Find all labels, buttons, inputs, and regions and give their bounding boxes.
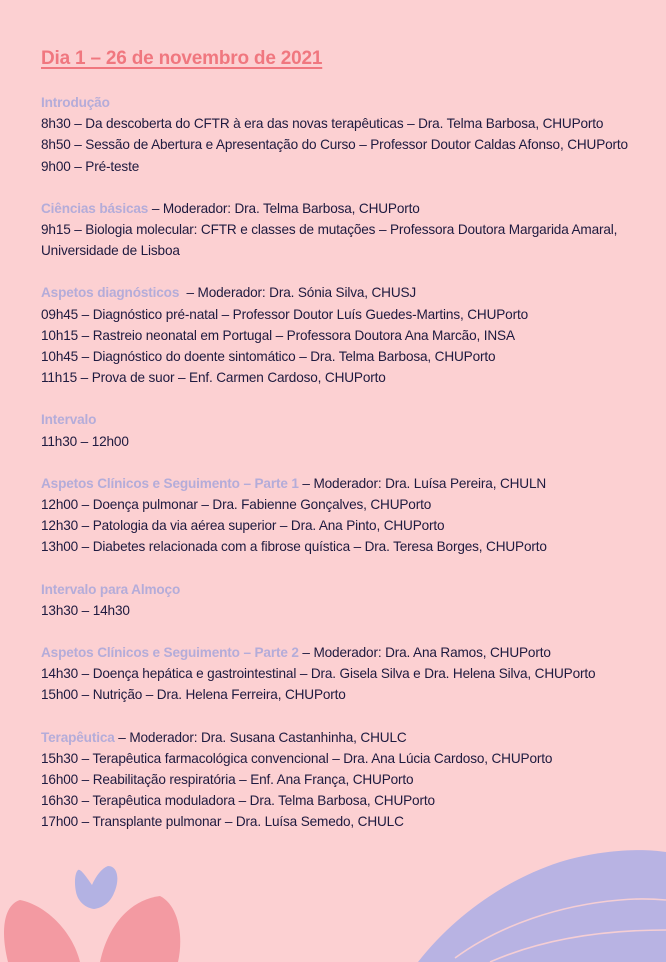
schedule-item: 16h00 – Reabilitação respiratória – Enf. Ana França, CHUPorto: [41, 772, 414, 788]
section-heading: Aspetos Clínicos e Seguimento – Parte 1: [41, 475, 299, 491]
schedule-item: 12h30 – Patologia da via aérea superior – Dra. Ana Pinto, CHUPorto: [41, 518, 445, 534]
schedule-item: 12h00 – Doença pulmonar – Dra. Fabienne Gonçalves, CHUPorto: [41, 497, 432, 513]
schedule-item: 15h30 – Terapêutica farmacológica convencional – Dra. Ana Lúcia Cardoso, CHUPorto: [41, 750, 553, 766]
section-heading: Aspetos Clínicos e Seguimento – Parte 2: [41, 645, 299, 661]
moderator-text: – Moderador: Dra. Luísa Pereira, CHULN: [298, 475, 547, 491]
schedule-item: 10h45 – Diagnóstico do doente sintomático – Dra. Telma Barbosa, CHUPorto: [41, 349, 496, 365]
moderator-text: – Moderador: Dra. Ana Ramos, CHUPorto: [298, 645, 551, 661]
moderator-text: – Moderador: Dra. Sónia Silva, CHUSJ: [179, 285, 417, 301]
pink-leaf-right: [100, 896, 180, 962]
lavender-wave-shape: [418, 850, 666, 962]
schedule-item: 13h30 – 14h30: [41, 602, 130, 618]
schedule-item: 10h15 – Rastreio neonatal em Portugal – Professora Doutora Ana Marcão, INSA: [41, 327, 515, 343]
section-heading: Ciências básicas: [41, 200, 149, 216]
schedule-item: 17h00 – Transplante pulmonar – Dra. Luísa Semedo, CHULC: [41, 814, 404, 830]
pink-leaf-left: [4, 900, 80, 962]
schedule-item: 9h15 – Biologia molecular: CFTR e classes de mutações – Professora Doutora Margarida Amaral, Universidade de Lisboa: [41, 222, 618, 259]
schedule-item: 8h30 – Da descoberta do CFTR à era das novas terapêuticas – Dra. Telma Barbosa, CHUPorto: [41, 116, 604, 132]
section-heading: Aspetos diagnósticos: [41, 285, 180, 301]
moderator-text: – Moderador: Dra. Susana Castanhinha, CHULC: [114, 729, 407, 745]
section-heading: Terapêutica: [41, 729, 115, 745]
moderator-text: – Moderador: Dra. Telma Barbosa, CHUPorto: [148, 200, 420, 216]
schedule-item: 14h30 – Doença hepática e gastrointestinal – Dra. Gisela Silva e Dra. Helena Silva, CHUPorto: [41, 666, 596, 682]
schedule-item: 09h45 – Diagnóstico pré-natal – Professor Doutor Luís Guedes-Martins, CHUPorto: [41, 306, 528, 322]
schedule-item: 15h00 – Nutrição – Dra. Helena Ferreira, CHUPorto: [41, 687, 346, 703]
schedule-item: 8h50 – Sessão de Abertura e Apresentação do Curso – Professor Doutor Caldas Afonso, CHUPorto: [41, 137, 628, 153]
section-heading: Intervalo: [41, 412, 97, 428]
day-title: Dia 1 – 26 de novembro de 2021: [41, 48, 323, 69]
schedule-item: 16h30 – Terapêutica moduladora – Dra. Telma Barbosa, CHUPorto: [41, 793, 435, 809]
section-heading: Intervalo para Almoço: [41, 581, 181, 597]
schedule-item: 11h15 – Prova de suor – Enf. Carmen Cardoso, CHUPorto: [41, 370, 386, 386]
schedule-item: 9h00 – Pré-teste: [41, 158, 140, 174]
lavender-bud: [75, 866, 117, 909]
schedule-item: 13h00 – Diabetes relacionada com a fibrose quística – Dra. Teresa Borges, CHUPorto: [41, 539, 547, 555]
schedule-item: 11h30 – 12h00: [41, 433, 129, 449]
section-heading: Introdução: [41, 95, 110, 110]
